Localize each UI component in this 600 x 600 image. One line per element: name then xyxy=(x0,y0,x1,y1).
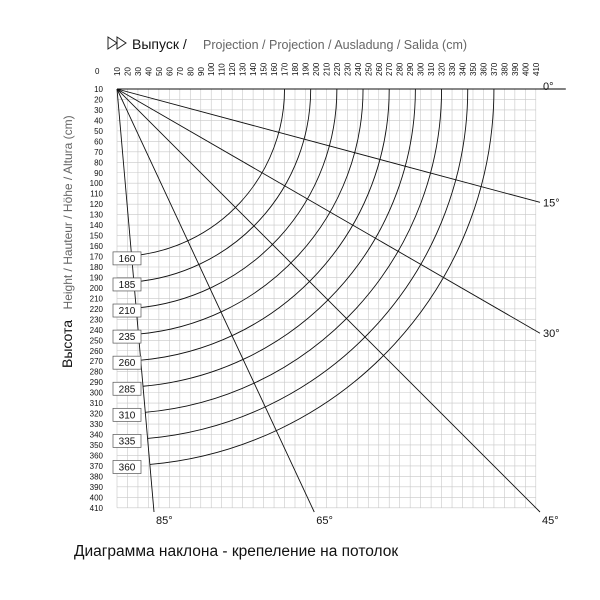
y-tick-label: 220 xyxy=(89,304,103,314)
x-tick-label: 150 xyxy=(259,62,269,76)
x-tick-label: 350 xyxy=(468,62,478,76)
y-tick-label: 290 xyxy=(89,378,103,388)
double-arrow-icon xyxy=(108,37,126,49)
y-tick-label: 130 xyxy=(89,210,103,220)
y-tick-label: 110 xyxy=(90,189,103,199)
y-tick-label: 50 xyxy=(94,126,103,136)
x-tick-label: 290 xyxy=(406,62,416,76)
arc-label: 285 xyxy=(118,384,136,396)
vertical-label-ru: Высота xyxy=(59,319,75,368)
x-tick-label: 80 xyxy=(186,67,196,76)
y-tick-label: 90 xyxy=(94,168,103,178)
angle-label: 85° xyxy=(156,515,173,527)
y-tick-label: 260 xyxy=(89,346,103,356)
x-tick-label: 170 xyxy=(280,62,290,76)
y-tick-label: 410 xyxy=(89,503,103,513)
x-tick-label: 310 xyxy=(427,62,437,76)
svg-text:Высота Height / Hauteur xyxy=(59,115,76,368)
x-tick-label: 110 xyxy=(217,63,227,76)
x-tick-label: 360 xyxy=(479,62,489,76)
y-tick-label: 230 xyxy=(89,315,103,325)
x-tick-label: 410 xyxy=(531,62,541,76)
vertical-label-rest: Height / Hauteur / Höhe / Altura (cm) xyxy=(61,115,75,310)
y-tick-label: 210 xyxy=(89,294,103,304)
arc-label: 260 xyxy=(118,358,136,370)
arc-label: 335 xyxy=(118,436,136,448)
y-tick-label: 40 xyxy=(94,116,103,126)
x-tick-label: 180 xyxy=(290,62,300,76)
x-tick-label: 320 xyxy=(437,62,447,76)
x-tick-label: 300 xyxy=(416,62,426,76)
x-tick-label: 40 xyxy=(144,67,154,76)
angle-label: 45° xyxy=(542,515,559,527)
angle-label: 65° xyxy=(316,515,333,527)
y-tick-label: 320 xyxy=(89,409,103,419)
angle-ray xyxy=(117,89,540,202)
x-tick-label: 250 xyxy=(364,62,374,76)
y-tick-label: 70 xyxy=(94,147,103,157)
x-tick-label: 160 xyxy=(270,62,280,76)
y-tick-labels xyxy=(90,85,104,513)
y-tick-label: 160 xyxy=(89,242,103,252)
y-tick-label: 350 xyxy=(89,440,103,450)
y-tick-label: 200 xyxy=(89,283,103,293)
x-tick-label: 210 xyxy=(322,62,332,76)
x-tick-label: 370 xyxy=(489,62,499,76)
y-tick-label: 100 xyxy=(89,179,103,189)
y-tick-label: 280 xyxy=(89,367,103,377)
y-tick-label: 20 xyxy=(94,95,103,105)
y-tick-label: 360 xyxy=(89,451,103,461)
y-tick-label: 170 xyxy=(89,252,103,262)
y-tick-label: 400 xyxy=(89,493,103,503)
y-tick-label: 140 xyxy=(89,221,103,231)
x-tick-label: 120 xyxy=(228,62,238,76)
y-tick-label: 80 xyxy=(94,158,103,168)
y-tick-label: 180 xyxy=(89,262,103,272)
y-tick-label: 380 xyxy=(89,472,103,482)
x-tick-label: 340 xyxy=(458,62,468,76)
y-tick-label: 390 xyxy=(89,482,103,492)
x-tick-label: 30 xyxy=(133,67,143,76)
header-title-rest: Projection / Projection / Ausladung / Salida (cm) xyxy=(203,38,468,52)
angle-label: 15° xyxy=(543,197,560,210)
x-tick-label: 380 xyxy=(500,62,510,76)
y-tick-label: 10 xyxy=(94,85,103,94)
angle-rays xyxy=(117,89,540,512)
x-tick-label: 220 xyxy=(332,62,342,76)
x-tick-label: 230 xyxy=(343,62,353,76)
y-tick-label: 60 xyxy=(94,137,103,147)
x-tick-label: 70 xyxy=(175,67,185,76)
y-tick-label: 340 xyxy=(89,430,103,440)
x-tick-label: 90 xyxy=(196,67,206,76)
x-tick-label: 20 xyxy=(123,67,133,76)
x-tick-label: 260 xyxy=(374,62,384,76)
x-tick-label: 390 xyxy=(510,62,520,76)
arcs xyxy=(132,89,494,464)
vertical-label xyxy=(59,115,76,368)
x-tick-label: 190 xyxy=(301,62,311,76)
y-tick-label: 300 xyxy=(89,388,103,398)
y-tick-label: 250 xyxy=(89,336,103,346)
y-tick-label: 120 xyxy=(89,200,103,210)
x-tick-label: 280 xyxy=(395,62,405,76)
arc-label: 235 xyxy=(118,332,136,344)
header xyxy=(108,36,467,52)
y-tick-label: 330 xyxy=(89,420,103,430)
x-tick-label: 100 xyxy=(207,62,217,76)
y-tick-label: 370 xyxy=(89,461,103,471)
x-tick-label: 270 xyxy=(385,62,395,76)
x-tick-label: 10 xyxy=(113,67,122,76)
diagram-caption: Диаграмма наклона - крепеление на потолок xyxy=(74,543,399,560)
y-tick-label: 240 xyxy=(89,325,103,335)
angle-ray xyxy=(117,89,540,512)
x-tick-labels xyxy=(113,62,541,76)
x-tick-label: 330 xyxy=(448,62,458,76)
x-tick-label: 50 xyxy=(154,67,164,76)
arc-label: 160 xyxy=(118,253,136,265)
corner-zero: 0 xyxy=(95,67,100,76)
arc-label: 360 xyxy=(118,462,136,474)
arc-labels xyxy=(113,252,141,474)
angle-ray xyxy=(117,89,540,333)
arc-label: 310 xyxy=(118,410,136,422)
x-tick-label: 130 xyxy=(238,62,248,76)
arc-label: 185 xyxy=(118,279,136,291)
x-tick-label: 400 xyxy=(521,62,531,76)
x-tick-label: 140 xyxy=(249,62,259,76)
y-tick-label: 30 xyxy=(94,105,103,115)
x-tick-label: 60 xyxy=(165,67,175,76)
x-tick-label: 200 xyxy=(311,62,321,76)
arc-label: 210 xyxy=(118,306,136,318)
y-tick-label: 270 xyxy=(89,357,103,367)
y-tick-label: 190 xyxy=(89,273,103,283)
header-title-ru: Выпуск / xyxy=(132,36,187,52)
angle-label: 0° xyxy=(543,81,554,93)
y-tick-label: 150 xyxy=(89,231,103,241)
angle-label: 30° xyxy=(543,328,560,341)
y-tick-label: 310 xyxy=(89,399,103,409)
x-tick-label: 240 xyxy=(353,62,363,76)
